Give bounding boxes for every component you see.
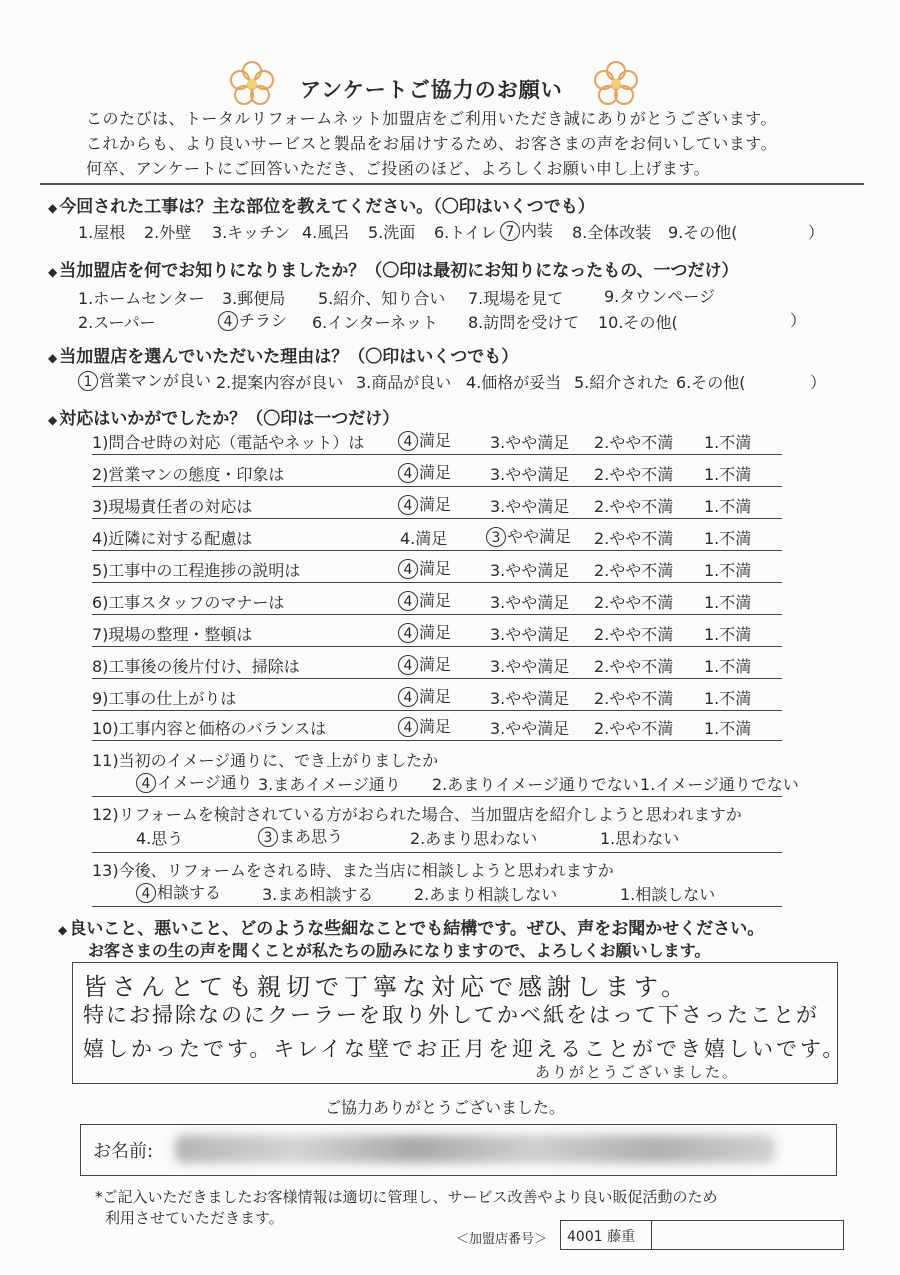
divider [92, 678, 782, 679]
rating-dissatisfied[interactable]: 1.不満 [704, 497, 752, 516]
redacted-name [175, 1135, 775, 1163]
rating-satisfied[interactable]: 4.満足 [400, 529, 448, 548]
rating-dissatisfied[interactable]: 1.不満 [704, 719, 752, 738]
rating-somewhat-dissatisfied[interactable]: 2.やや不満 [594, 625, 674, 644]
rating-somewhat-dissatisfied[interactable]: 2.やや不満 [594, 657, 674, 676]
option-somewhat-yes-selected[interactable]: 3 まあ思う [258, 824, 343, 847]
handwritten-line: 皆さんとても親切で丁寧な対応で感謝します。 [83, 973, 691, 1001]
rating-satisfied-selected[interactable]: 4 満足 [398, 714, 451, 737]
rating-somewhat-satisfied[interactable]: 3.やや満足 [490, 593, 570, 612]
option-yes[interactable]: 4.思う [136, 829, 184, 848]
rating-somewhat-satisfied[interactable]: 3.やや満足 [490, 719, 570, 738]
rating-item: 7)現場の整理・整頓は [92, 625, 253, 644]
rating-somewhat-dissatisfied[interactable]: 2.やや不満 [594, 433, 674, 452]
question-service: ◆ 対応はいかがでしたか？（〇印は一つだけ） [48, 409, 400, 429]
rating-dissatisfied[interactable]: 1.不満 [704, 689, 752, 708]
divider [92, 796, 782, 797]
rating-somewhat-dissatisfied[interactable]: 2.やや不満 [594, 529, 674, 548]
store-number-value: 4001 藤重 [567, 1229, 636, 1245]
rating-satisfied-selected[interactable]: 4 満足 [398, 556, 451, 579]
rating-item: 9)工事の仕上がりは [92, 689, 237, 708]
rating-somewhat-satisfied[interactable]: 3.やや満足 [490, 465, 570, 484]
rating-somewhat-satisfied[interactable]: 3.やや満足 [490, 433, 570, 452]
store-number-label: ＜加盟店番号＞ [456, 1232, 548, 1247]
paren-close: ） [810, 373, 827, 392]
option-saw-site[interactable]: 7.現場を見て [468, 289, 564, 308]
rating-somewhat-satisfied[interactable]: 3.やや満足 [490, 625, 570, 644]
option-not-really[interactable]: 2.あまり思わない [410, 829, 538, 848]
rating-somewhat-dissatisfied[interactable]: 2.やや不満 [594, 465, 674, 484]
rating-item: 10)工事内容と価格のバランスは [92, 719, 327, 738]
rating-somewhat-satisfied[interactable]: 3.やや満足 [490, 561, 570, 580]
divider [92, 710, 782, 711]
option-as-imagined-selected[interactable]: 4 イメージ通り [136, 770, 253, 793]
option-roof[interactable]: 1.屋根 [78, 223, 126, 242]
rating-somewhat-satisfied-selected[interactable]: 3 やや満足 [486, 524, 571, 547]
divider [92, 614, 782, 615]
option-no[interactable]: 1.思わない [600, 829, 680, 848]
rating-item: 8)工事後の後片付け、掃除は [92, 657, 300, 676]
rating-dissatisfied[interactable]: 1.不満 [704, 625, 752, 644]
privacy-note: *ご記入いただきましたお客様情報は適切に管理し、サービス改善やより良い販促活動のため [95, 1188, 718, 1206]
divider [92, 550, 782, 551]
paren-close: ） [808, 223, 825, 242]
intro-line: これからも、より良いサービスと製品をお届けするため、お客さまの声をお伺いしています。 [86, 134, 778, 153]
rating-somewhat-dissatisfied[interactable]: 2.やや不満 [594, 497, 674, 516]
option-bath[interactable]: 4.風呂 [302, 223, 350, 242]
option-flyer-selected[interactable]: 4 チラシ [218, 308, 287, 331]
rating-satisfied-selected[interactable]: 4 満足 [398, 428, 451, 451]
handwritten-line: ありがとうございました。 [535, 1063, 740, 1081]
paren-close: ） [790, 311, 807, 330]
question-recommend: 12)リフォームを検討されている方がおられた場合、当加盟店を紹介しようと思われますか [92, 805, 742, 824]
option-product[interactable]: 3.商品が良い [356, 373, 452, 392]
option-sales-rep-selected[interactable]: 1 営業マンが良い [78, 368, 211, 391]
rating-dissatisfied[interactable]: 1.不満 [704, 529, 752, 548]
rating-dissatisfied[interactable]: 1.不満 [704, 593, 752, 612]
handwritten-line: 嬉しかったです。キレイな壁でお正月を迎えることができ嬉しいです。 [83, 1037, 847, 1061]
option-post-office[interactable]: 3.郵便局 [222, 289, 286, 308]
option-other[interactable]: 10.その他( [598, 313, 678, 332]
option-mostly-as-imagined[interactable]: 3.まあイメージ通り [258, 775, 401, 794]
question-consult-again: 13)今後、リフォームをされる時、また当店に相談しようと思われますか [92, 861, 614, 880]
intro-line: このたびは、トータルリフォームネット加盟店をご利用いただき誠にありがとうございます。 [86, 109, 777, 128]
rating-dissatisfied[interactable]: 1.不満 [704, 657, 752, 676]
divider [92, 906, 782, 907]
option-interior-selected[interactable]: 7 内装 [500, 218, 553, 241]
rating-item: 1)問合せ時の対応（電話やネット）は [92, 433, 365, 452]
divider [92, 486, 782, 487]
question-reason: ◆ 当加盟店を選んでいただいた理由は？（〇印はいくつでも） [48, 347, 519, 367]
option-introduced[interactable]: 5.紹介された [574, 373, 670, 392]
option-maybe-consult[interactable]: 3.まあ相談する [262, 885, 374, 904]
privacy-note: 利用させていただきます。 [105, 1209, 284, 1227]
rating-somewhat-satisfied[interactable]: 3.やや満足 [490, 497, 570, 516]
rating-dissatisfied[interactable]: 1.不満 [704, 433, 752, 452]
rating-satisfied-selected[interactable]: 4 満足 [398, 684, 451, 707]
divider [92, 740, 782, 741]
option-not-really[interactable]: 2.あまりイメージ通りでない [432, 775, 639, 794]
divider [40, 183, 864, 185]
option-other[interactable]: 6.その他( [676, 373, 746, 392]
option-town-page[interactable]: 9.タウンページ [604, 287, 715, 306]
rating-item: 3)現場責任者の対応は [92, 497, 253, 516]
divider [92, 518, 782, 519]
rating-somewhat-satisfied[interactable]: 3.やや満足 [490, 689, 570, 708]
rating-item: 2)営業マンの態度・印象は [92, 465, 285, 484]
rating-somewhat-dissatisfied[interactable]: 2.やや不満 [594, 593, 674, 612]
option-internet[interactable]: 6.インターネット [312, 313, 438, 332]
option-proposal[interactable]: 2.提案内容が良い [216, 373, 344, 392]
rating-item: 4)近隣に対する配慮は [92, 529, 253, 548]
option-kitchen[interactable]: 3.キッチン [212, 223, 291, 242]
handwritten-line: 特にお掃除なのにクーラーを取り外してかべ紙をはって下さったことが [83, 1003, 819, 1027]
option-no-consult[interactable]: 1.相談しない [620, 885, 716, 904]
divider [92, 852, 782, 853]
rating-item: 5)工事中の工程進捗の説明は [92, 561, 301, 580]
option-other[interactable]: 9.その他( [668, 223, 738, 242]
comment-prompt: ◆ 良いこと、悪いこと、どのような些細なことでも結構です。ぜひ、声をお聞かせください。 [58, 919, 765, 939]
option-supermarket[interactable]: 2.スーパー [78, 313, 156, 332]
option-visit[interactable]: 8.訪問を受けて [468, 313, 580, 332]
store-number-box [560, 1220, 844, 1250]
flower-icon [592, 60, 640, 108]
rating-satisfied-selected[interactable]: 4 満足 [398, 652, 451, 675]
comment-prompt-sub: お客さまの生の声を聞くことが私たちの励みになりますので、よろしくお願いします。 [88, 941, 711, 960]
question-parts: ◆ 今回された工事は？主な部位を教えてください。（〇印はいくつでも） [48, 197, 595, 217]
option-washroom[interactable]: 5.洗面 [368, 223, 416, 242]
rating-satisfied-selected[interactable]: 4 満足 [398, 460, 451, 483]
rating-satisfied-selected[interactable]: 4 満足 [398, 620, 451, 643]
option-unlikely-consult[interactable]: 2.あまり相談しない [414, 885, 558, 904]
rating-somewhat-dissatisfied[interactable]: 2.やや不満 [594, 689, 674, 708]
option-home-center[interactable]: 1.ホームセンター [78, 289, 205, 308]
divider [92, 646, 782, 647]
rating-somewhat-dissatisfied[interactable]: 2.やや不満 [594, 561, 674, 580]
option-referral[interactable]: 5.紹介、知り合い [318, 289, 446, 308]
intro-line: 何卒、アンケートにご回答いただき、ご投函のほど、よろしくお願い申し上げます。 [86, 159, 711, 178]
rating-satisfied-selected[interactable]: 4 満足 [398, 492, 451, 515]
name-field[interactable] [80, 1124, 837, 1176]
option-price[interactable]: 4.価格が妥当 [466, 373, 562, 392]
option-exterior-wall[interactable]: 2.外壁 [144, 223, 192, 242]
divider [92, 582, 782, 583]
option-not-as-imagined[interactable]: 1.イメージ通りでない [640, 775, 799, 794]
question-source: ◆ 当加盟店を何でお知りになりましたか？（〇印は最初にお知りになったもの、一つだけ） [48, 261, 739, 281]
name-label: お名前: [93, 1141, 154, 1162]
thanks-text: ご協力ありがとうございました。 [325, 1098, 566, 1117]
page-title: アンケートご協力のお願い [300, 78, 563, 102]
rating-dissatisfied[interactable]: 1.不満 [704, 465, 752, 484]
rating-somewhat-satisfied[interactable]: 3.やや満足 [490, 657, 570, 676]
rating-somewhat-dissatisfied[interactable]: 2.やや不満 [594, 719, 674, 738]
rating-dissatisfied[interactable]: 1.不満 [704, 561, 752, 580]
divider [92, 454, 782, 455]
question-expectation: 11)当初のイメージ通りに、でき上がりましたか [92, 751, 439, 770]
option-toilet[interactable]: 6.トイレ [434, 223, 497, 242]
flower-icon [228, 60, 276, 108]
rating-item: 6)工事スタッフのマナーは [92, 593, 285, 612]
rating-satisfied-selected[interactable]: 4 満足 [398, 588, 451, 611]
option-full-renovation[interactable]: 8.全体改装 [572, 223, 652, 242]
divider [651, 1221, 652, 1249]
option-consult-selected[interactable]: 4 相談する [136, 880, 221, 903]
comment-box[interactable] [72, 962, 847, 1084]
